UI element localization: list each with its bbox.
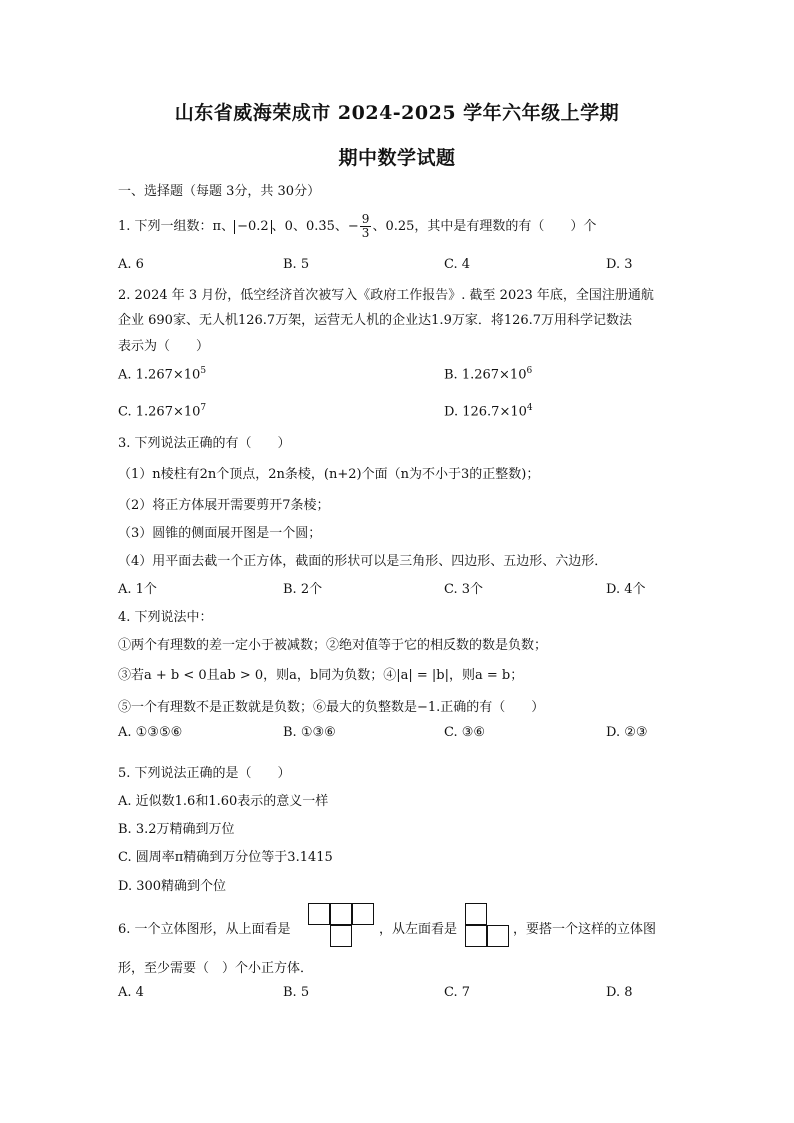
q6-pre: 6. 一个立体图形，从上面看是 <box>118 922 291 937</box>
q2-option-a <box>118 366 206 382</box>
q4-statement-1: ①两个有理数的差一定小于被减数；②绝对值等于它的相反数的数是负数； <box>118 638 548 653</box>
question-1 <box>118 213 596 240</box>
q4-stem: 4. 下列说法中： <box>118 610 213 625</box>
q2-option-b-exp: 6 <box>526 366 533 376</box>
q6-option-c: C. 7 <box>444 985 471 1000</box>
q6-option-b: B. 5 <box>283 985 310 1000</box>
q2-option-d-text: D. 126.7×10 <box>444 404 527 420</box>
q3-option-b: B. 2个 <box>283 582 323 597</box>
q3-statement-4: （4）用平面去截一个正方体，截面的形状可以是三角形、四边形、五边形、六边形． <box>118 554 608 569</box>
q2-option-d <box>444 403 533 419</box>
q1-fraction <box>360 213 372 240</box>
exam-subtitle: 期中数学试题 <box>338 147 456 169</box>
q4-option-b: B. ①③⑥ <box>283 725 336 740</box>
q3-option-a: A. 1个 <box>118 582 157 597</box>
q4-statement-3: ⑤一个有理数不是正数就是负数；⑥最大的负整数是−1.正确的有（ ） <box>118 700 545 715</box>
top-view-cell <box>330 903 352 925</box>
top-view-cell <box>330 925 352 947</box>
q1-pre: 1. 下列一组数：π、 <box>118 219 235 234</box>
top-view-figure <box>308 903 376 947</box>
q2-option-a-exp: 5 <box>200 366 207 376</box>
top-view-cell <box>308 903 330 925</box>
q6-post: ，要搭一个这样的立体图 <box>513 922 657 937</box>
q2-option-c <box>118 403 206 419</box>
q1-mid: 、0、0.3̇5̇、 <box>271 219 348 234</box>
left-view-cell <box>487 925 509 947</box>
exam-title: 山东省威海荣成市 2024-2025 学年六年级上学期 <box>174 102 620 124</box>
q2-option-b-text: B. 1.267×10 <box>444 367 527 383</box>
q4-statement-2: ③若a + b < 0且ab > 0，则a，b同为负数；④|a| = |b|，则a = b； <box>118 668 524 683</box>
q1-option-c: C. 4 <box>444 257 471 272</box>
q5-option-d: D. 300精确到个位 <box>118 879 227 894</box>
q1-minus: − <box>347 219 359 234</box>
left-view-figure <box>465 903 511 947</box>
q4-option-a: A. ①③⑤⑥ <box>118 725 183 740</box>
q1-option-a: A. 6 <box>118 257 144 272</box>
q2-option-c-exp: 7 <box>200 403 207 413</box>
q2-option-a-text: A. 1.267×10 <box>118 367 201 383</box>
q2-line-3: 表示为（ ） <box>118 339 210 354</box>
q3-option-c: C. 3个 <box>444 582 484 597</box>
q2-line-2: 企业 690家、无人机126.7万架，运营无人机的企业达1.9万家．将126.7万用科学记数法 <box>118 313 633 328</box>
q2-option-d-exp: 4 <box>526 403 533 413</box>
left-view-cell <box>465 903 487 925</box>
q3-statement-2: （2）将正方体展开需要剪开7条棱； <box>118 498 330 513</box>
q2-option-c-text: C. 1.267×10 <box>118 404 201 420</box>
q1-abs: −0.2 <box>234 220 272 234</box>
left-view-cell <box>465 925 487 947</box>
q4-option-d: D. ②③ <box>606 725 648 740</box>
q1-post: 、0.25，其中是有理数的有（ ）个 <box>372 219 597 234</box>
q2-line-1: 2. 2024 年 3 月份，低空经济首次被写入《政府工作报告》. 截至 2023 年底，全国注册通航 <box>118 288 654 303</box>
q3-option-d: D. 4个 <box>606 582 646 597</box>
q3-statement-1: （1）n棱柱有2n个顶点，2n条棱，(n+2)个面（n为不小于3的正整数)； <box>118 467 540 482</box>
q6-option-a: A. 4 <box>118 985 144 1000</box>
q6-mid: ，从左面看是 <box>379 922 458 937</box>
top-view-cell <box>352 903 374 925</box>
q5-option-c: C. 圆周率π精确到万分位等于3.1415 <box>118 850 333 865</box>
q1-option-b: B. 5 <box>283 257 310 272</box>
q3-statement-3: （3）圆锥的侧面展开图是一个圆； <box>118 526 322 541</box>
q1-option-d: D. 3 <box>606 257 633 272</box>
q6-option-d: D. 8 <box>606 985 633 1000</box>
q6-line-2: 形，至少需要（ ）个小正方体． <box>118 961 314 976</box>
q1-frac-num: 9 <box>361 212 370 226</box>
q5-stem: 5. 下列说法正确的是（ ） <box>118 766 291 781</box>
q5-option-b: B. 3.2万精确到万位 <box>118 822 235 837</box>
q5-option-a: A. 近似数1.6和1.60表示的意义一样 <box>118 794 329 809</box>
q2-option-b <box>444 366 532 382</box>
q1-frac-den: 3 <box>361 226 370 240</box>
section-heading: 一、选择题（每题 3分，共 30分） <box>118 184 321 199</box>
q3-stem: 3. 下列说法正确的有（ ） <box>118 436 291 451</box>
q4-option-c: C. ③⑥ <box>444 725 486 740</box>
